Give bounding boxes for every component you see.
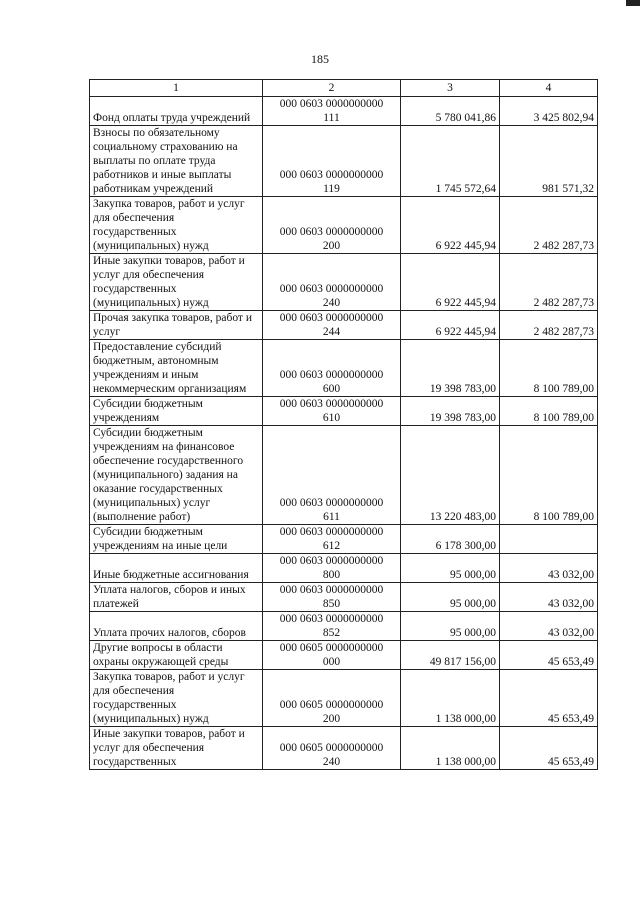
row-name: Закупка товаров, работ и услуг для обеспечения государственных (муниципальных) нужд — [90, 670, 263, 727]
row-code-sub: 852 — [322, 627, 341, 639]
table-row — [90, 583, 598, 612]
row-code-main: 000 0603 0000000000 — [279, 169, 384, 181]
row-code — [263, 97, 401, 126]
row-value-col4: 8 100 789,00 — [500, 397, 598, 426]
row-name: Прочая закупка товаров, работ и услуг — [90, 311, 263, 340]
row-value-col3: 95 000,00 — [401, 554, 500, 583]
row-code-main: 000 0605 0000000000 — [279, 642, 384, 654]
row-value-col4: 981 571,32 — [500, 126, 598, 197]
row-value-col4: 3 425 802,94 — [500, 97, 598, 126]
row-code-main: 000 0603 0000000000 — [279, 98, 384, 110]
row-value-col3: 19 398 783,00 — [401, 340, 500, 397]
row-code-sub: 611 — [323, 511, 340, 523]
row-code — [263, 670, 401, 727]
row-code-sub: 200 — [322, 713, 341, 725]
row-code — [263, 426, 401, 525]
row-value-col3: 5 780 041,86 — [401, 97, 500, 126]
row-name: Иные закупки товаров, работ и услуг для обеспечения государственных (муниципальных) нужд — [90, 254, 263, 311]
row-value-col3: 1 138 000,00 — [401, 727, 500, 770]
row-code — [263, 554, 401, 583]
row-code — [263, 612, 401, 641]
row-value-col4: 43 032,00 — [500, 554, 598, 583]
row-value-col3: 6 922 445,94 — [401, 254, 500, 311]
row-name: Уплата налогов, сборов и иных платежей — [90, 583, 263, 612]
row-code — [263, 126, 401, 197]
row-name: Иные бюджетные ассигнования — [90, 554, 263, 583]
table-row — [90, 612, 598, 641]
row-name: Уплата прочих налогов, сборов — [90, 612, 263, 641]
row-value-col4: 2 482 287,73 — [500, 254, 598, 311]
row-code-main: 000 0603 0000000000 — [279, 555, 384, 567]
table-row — [90, 97, 598, 126]
row-name: Субсидии бюджетным учреждениям на финансовое обеспечение государственного (муниципального) задания на оказание государственных (муниципальных) услуг (выполнение работ) — [90, 426, 263, 525]
row-code — [263, 197, 401, 254]
page-number: 185 — [311, 52, 329, 66]
row-value-col4: 2 482 287,73 — [500, 311, 598, 340]
row-code-sub: 240 — [322, 297, 341, 309]
row-value-col3: 1 138 000,00 — [401, 670, 500, 727]
row-code-sub: 800 — [322, 569, 341, 581]
table-row — [90, 254, 598, 311]
table-row — [90, 340, 598, 397]
row-value-col3: 6 922 445,94 — [401, 197, 500, 254]
row-value-col4: 8 100 789,00 — [500, 340, 598, 397]
row-value-col3: 95 000,00 — [401, 583, 500, 612]
table-row — [90, 397, 598, 426]
row-value-col3: 13 220 483,00 — [401, 426, 500, 525]
row-code — [263, 641, 401, 670]
column-header: 3 — [401, 80, 500, 97]
column-header: 2 — [263, 80, 401, 97]
row-value-col4: 43 032,00 — [500, 583, 598, 612]
row-code-sub: 612 — [322, 540, 341, 552]
row-name: Закупка товаров, работ и услуг для обеспечения государственных (муниципальных) нужд — [90, 197, 263, 254]
table-row — [90, 525, 598, 554]
row-value-col3: 19 398 783,00 — [401, 397, 500, 426]
row-code-main: 000 0605 0000000000 — [279, 699, 384, 711]
row-code — [263, 311, 401, 340]
corner-mark — [626, 0, 640, 6]
row-value-col3: 49 817 156,00 — [401, 641, 500, 670]
row-code-main: 000 0603 0000000000 — [279, 398, 384, 410]
row-code-main: 000 0603 0000000000 — [279, 283, 384, 295]
table-row — [90, 197, 598, 254]
row-value-col4: 2 482 287,73 — [500, 197, 598, 254]
table-row — [90, 311, 598, 340]
row-code-main: 000 0603 0000000000 — [279, 613, 384, 625]
row-code-main: 000 0603 0000000000 — [279, 584, 384, 596]
row-name: Иные закупки товаров, работ и услуг для обеспечения государственных — [90, 727, 263, 770]
row-value-col3: 6 178 300,00 — [401, 525, 500, 554]
row-value-col4: 43 032,00 — [500, 612, 598, 641]
row-code — [263, 397, 401, 426]
row-name: Фонд оплаты труда учреждений — [90, 97, 263, 126]
row-name: Субсидии бюджетным учреждениям — [90, 397, 263, 426]
row-code-main: 000 0603 0000000000 — [279, 497, 384, 509]
row-code-main: 000 0603 0000000000 — [279, 369, 384, 381]
row-value-col4 — [500, 525, 598, 554]
row-code — [263, 254, 401, 311]
row-value-col3: 6 922 445,94 — [401, 311, 500, 340]
row-name: Предоставление субсидий бюджетным, автономным учреждениям и иным некоммерческим организациям — [90, 340, 263, 397]
table-row — [90, 670, 598, 727]
row-name: Взносы по обязательному социальному страхованию на выплаты по оплате труда работников и иные выплаты работникам учреждений — [90, 126, 263, 197]
row-name: Другие вопросы в области охраны окружающей среды — [90, 641, 263, 670]
row-name: Субсидии бюджетным учреждениям на иные цели — [90, 525, 263, 554]
row-value-col4: 45 653,49 — [500, 641, 598, 670]
row-code-sub: 600 — [322, 383, 341, 395]
row-code-main: 000 0603 0000000000 — [279, 226, 384, 238]
row-code-main: 000 0603 0000000000 — [279, 312, 384, 324]
row-code-sub: 000 — [322, 656, 341, 668]
column-header: 1 — [90, 80, 263, 97]
row-code-main: 000 0605 0000000000 — [279, 742, 384, 754]
table-row — [90, 426, 598, 525]
row-value-col4: 8 100 789,00 — [500, 426, 598, 525]
row-value-col4: 45 653,49 — [500, 727, 598, 770]
row-value-col3: 1 745 572,64 — [401, 126, 500, 197]
row-code — [263, 525, 401, 554]
table-header-row — [90, 80, 598, 97]
budget-table — [89, 79, 598, 770]
table-row — [90, 126, 598, 197]
row-code — [263, 727, 401, 770]
row-code-sub: 850 — [322, 598, 341, 610]
table-row — [90, 554, 598, 583]
row-code-sub: 119 — [323, 183, 340, 195]
row-code-sub: 200 — [322, 240, 341, 252]
row-value-col3: 95 000,00 — [401, 612, 500, 641]
row-code-sub: 111 — [323, 112, 340, 124]
row-code — [263, 583, 401, 612]
row-value-col4: 45 653,49 — [500, 670, 598, 727]
column-header: 4 — [500, 80, 598, 97]
row-code-sub: 610 — [322, 412, 341, 424]
row-code-sub: 240 — [322, 756, 341, 768]
table-row — [90, 641, 598, 670]
row-code-main: 000 0603 0000000000 — [279, 526, 384, 538]
row-code — [263, 340, 401, 397]
row-code-sub: 244 — [322, 326, 341, 338]
table-row — [90, 727, 598, 770]
